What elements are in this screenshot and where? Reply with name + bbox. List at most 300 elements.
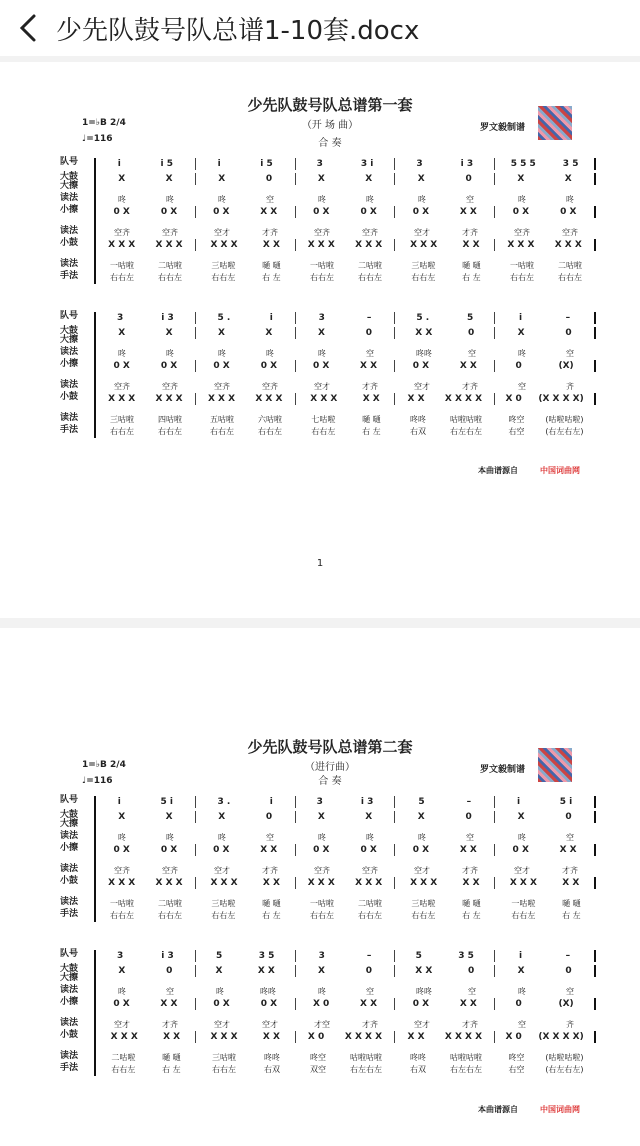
note: 3 5 — [258, 951, 275, 961]
note: 才齐 — [462, 1020, 478, 1029]
measure — [96, 910, 196, 922]
note: 才空 — [314, 1020, 330, 1029]
note: 一咕啦 — [110, 899, 134, 908]
measure — [296, 348, 396, 360]
measure — [495, 998, 596, 1010]
row-label: 队号 — [60, 795, 79, 805]
note: 咚咚 — [264, 1053, 280, 1062]
score-row — [96, 158, 596, 170]
note: i — [269, 797, 273, 807]
note: 0 X — [560, 207, 577, 217]
note: 空齐 — [162, 382, 178, 391]
measure — [396, 986, 496, 998]
note: X — [218, 174, 226, 184]
note: 三咕啦 — [211, 899, 236, 908]
note: 右右左 — [110, 427, 134, 436]
row-label: 读法 — [60, 226, 79, 236]
back-button[interactable] — [0, 0, 56, 56]
measure — [196, 381, 296, 393]
row-label: 队号 — [60, 311, 79, 321]
measure — [96, 1019, 196, 1031]
note: 六咕啦 — [258, 415, 282, 424]
note: X — [215, 966, 223, 976]
note: 右右左 — [510, 273, 534, 282]
measure — [196, 158, 296, 170]
measure — [96, 312, 196, 324]
note: X X X — [507, 240, 535, 250]
note: X — [564, 174, 572, 184]
measure — [96, 844, 196, 856]
measure — [196, 796, 296, 808]
note: X X X X — [344, 1032, 383, 1042]
note: 才齐 — [562, 866, 578, 875]
measure — [96, 272, 196, 284]
page-number: 1 — [316, 558, 324, 569]
note: X — [165, 328, 173, 338]
measure — [196, 1064, 296, 1076]
note: 右右左 — [211, 911, 236, 920]
note: 0 X — [113, 207, 130, 217]
measure — [496, 1064, 596, 1076]
note: X X — [260, 845, 278, 855]
score-row — [96, 898, 596, 910]
note: 0 — [365, 328, 372, 338]
note: 空齐 — [114, 866, 130, 875]
note: 3 — [318, 313, 325, 323]
note: 0 — [565, 812, 572, 822]
measure — [296, 796, 396, 808]
measure — [496, 898, 596, 910]
measure — [296, 844, 396, 856]
note: X — [165, 812, 173, 822]
note: X X — [407, 394, 425, 404]
measure — [296, 206, 396, 218]
note: 右 左 — [462, 273, 481, 282]
note: (右左右左) — [545, 1065, 584, 1074]
measure — [96, 426, 196, 438]
score-row — [96, 206, 596, 218]
measure — [296, 1064, 396, 1076]
note: 嗵 嗵 — [262, 899, 281, 908]
note: (X X X X) — [538, 394, 584, 404]
note: 一咕啦 — [110, 261, 134, 270]
note: 咚 — [266, 349, 274, 358]
note: X X X — [509, 878, 537, 888]
measure — [296, 260, 396, 272]
note: 空齐 — [362, 866, 378, 875]
note: 右右左 — [110, 911, 134, 920]
note: 右 左 — [562, 911, 581, 920]
key-signature: 1=♭B 2/4 — [82, 760, 126, 770]
measure — [395, 950, 495, 962]
note: 右右左 — [311, 427, 336, 436]
measure — [296, 327, 396, 339]
note: X — [218, 812, 226, 822]
measure — [395, 877, 495, 889]
score-row — [96, 998, 596, 1010]
note: 0 — [565, 966, 572, 976]
note: 才齐 — [462, 228, 478, 237]
score-row — [96, 844, 596, 856]
note: X X — [262, 878, 280, 888]
note: 咚 — [366, 833, 374, 842]
note: 5 . — [217, 313, 231, 323]
note: 空才 — [114, 1020, 130, 1029]
chevron-left-icon — [17, 13, 39, 43]
note: X X — [360, 999, 378, 1009]
note: 咚 — [518, 195, 526, 204]
note: 0 — [465, 812, 472, 822]
measure — [496, 1052, 596, 1064]
measure — [196, 877, 296, 889]
note: X X X — [155, 394, 183, 404]
score-ensemble: 合 奏 — [318, 138, 342, 149]
note: X X X — [554, 240, 582, 250]
note: 二咕啦 — [558, 261, 582, 270]
note: 空 — [468, 987, 476, 996]
note: 0 X — [260, 361, 278, 371]
measure — [196, 998, 296, 1010]
note: X — [517, 812, 525, 822]
note: 咚 — [166, 195, 174, 204]
measure — [196, 414, 296, 426]
measure — [395, 173, 495, 185]
note: 空 — [266, 195, 274, 204]
row-label: 队号 — [60, 157, 79, 167]
measure — [296, 811, 396, 823]
score-row — [96, 865, 596, 877]
note: 咚咚 — [410, 1053, 426, 1062]
score-row — [96, 877, 596, 889]
score-row — [96, 950, 596, 962]
note: 一咕啦 — [510, 261, 534, 270]
note: 0 — [468, 966, 475, 976]
note: X — [317, 812, 325, 822]
measure — [396, 272, 496, 284]
row-label: 大鼓 大擦 — [60, 326, 79, 345]
note: 0 — [365, 966, 372, 976]
system-staff — [94, 158, 596, 284]
note: 二咕啦 — [111, 1053, 136, 1062]
measure — [496, 986, 596, 998]
measure — [495, 158, 596, 170]
note: 3 5 — [562, 159, 579, 169]
note: X X — [459, 207, 477, 217]
note: X — [365, 812, 373, 822]
note: 右右左 — [310, 273, 334, 282]
measure — [395, 811, 495, 823]
measure — [395, 393, 495, 405]
note: 右右左 — [158, 273, 182, 282]
measure — [96, 227, 196, 239]
note: i — [516, 797, 521, 807]
note: X X — [562, 878, 580, 888]
row-label: 小鼓 — [60, 392, 79, 402]
row-label: 手法 — [60, 271, 79, 281]
note: X X — [459, 361, 477, 371]
measure — [96, 260, 196, 272]
measure — [395, 360, 495, 372]
note: 空 — [466, 833, 474, 842]
score-row — [96, 832, 596, 844]
row-label: 小擦 — [60, 997, 79, 1007]
system-staff — [94, 950, 596, 1076]
measure — [395, 206, 495, 218]
note: 0 X — [412, 361, 430, 371]
measure — [96, 965, 196, 977]
note: 3 — [117, 951, 124, 961]
note: 咚 — [318, 833, 326, 842]
note: X X — [163, 1032, 181, 1042]
note: 三咕啦 — [411, 899, 436, 908]
score-row — [96, 1064, 596, 1076]
measure — [96, 1064, 196, 1076]
note: 3 — [316, 797, 323, 807]
note: 嗵 嗵 — [562, 899, 581, 908]
row-label: 小鼓 — [60, 1030, 79, 1040]
note: 空 — [566, 833, 574, 842]
note: 空才 — [414, 228, 430, 237]
note: 空 — [366, 349, 374, 358]
note: 空才 — [414, 1020, 430, 1029]
note: 二咕啦 — [358, 899, 382, 908]
note: X X X — [307, 878, 335, 888]
measure — [296, 910, 396, 922]
note: 3 — [117, 313, 124, 323]
note: i 5 — [160, 159, 173, 169]
note: 0 — [515, 361, 522, 371]
measure — [496, 348, 596, 360]
note: 0 X — [412, 845, 430, 855]
measure — [496, 260, 596, 272]
note: 二咕啦 — [158, 899, 182, 908]
measure — [196, 194, 296, 206]
note: 右右左 — [511, 911, 536, 920]
note: X X X — [108, 394, 136, 404]
measure — [395, 965, 495, 977]
note: (X) — [558, 361, 574, 371]
note: 0 X — [213, 361, 230, 371]
row-label: 读法 — [60, 193, 79, 203]
note: 5 5 5 — [510, 159, 536, 169]
note: X 0 — [312, 999, 330, 1009]
note: 右右左 — [411, 273, 436, 282]
note: 0 X — [360, 207, 377, 217]
measure — [495, 312, 596, 324]
measure — [96, 796, 196, 808]
note: 0 — [565, 328, 572, 338]
note: X X — [415, 328, 433, 338]
measure — [296, 194, 396, 206]
note: X X — [260, 207, 278, 217]
note: 3 — [316, 159, 323, 169]
measure — [296, 950, 396, 962]
note: 咚 — [166, 833, 174, 842]
note: X X X — [307, 240, 335, 250]
note: 右右左 — [158, 427, 182, 436]
note: 咚咚 — [416, 987, 432, 996]
row-label: 小擦 — [60, 843, 79, 853]
measure — [96, 811, 196, 823]
note: 空齐 — [314, 866, 330, 875]
note: X X X — [355, 878, 383, 888]
note: X X X — [310, 394, 338, 404]
measure — [196, 360, 296, 372]
measure — [396, 194, 496, 206]
note: 0 X — [313, 207, 330, 217]
measure — [296, 360, 396, 372]
row-label: 大鼓 大擦 — [60, 964, 79, 983]
note: X — [118, 328, 126, 338]
row-label: 手法 — [60, 425, 79, 435]
note: 空 — [366, 987, 374, 996]
note: (X) — [558, 999, 574, 1009]
note: 嗵 嗵 — [262, 261, 281, 270]
measure — [396, 1019, 496, 1031]
note: 空才 — [214, 866, 230, 875]
note: 0 X — [313, 845, 330, 855]
score-subtitle: （进行曲） — [305, 762, 355, 773]
measure — [96, 173, 196, 185]
note: 0 — [465, 174, 472, 184]
note: X X — [462, 240, 480, 250]
score-row — [96, 194, 596, 206]
note: X X X — [108, 240, 136, 250]
note: 右双 — [264, 1065, 280, 1074]
note: 5 . — [416, 313, 430, 323]
note: X X X — [207, 394, 236, 404]
note: i 3 — [161, 313, 174, 323]
score-row — [96, 348, 596, 360]
row-label: 小擦 — [60, 205, 79, 215]
note: X — [317, 328, 325, 338]
note: – — [565, 951, 571, 961]
measure — [196, 811, 296, 823]
note: 咚 — [318, 987, 326, 996]
note: 咕啦咕啦 — [450, 415, 482, 424]
note: 5 — [418, 797, 425, 807]
note: 一咕啦 — [310, 261, 334, 270]
note: 咚 — [218, 833, 226, 842]
note: 0 X — [213, 207, 230, 217]
row-label: 读法 — [60, 831, 79, 841]
score-row — [96, 414, 596, 426]
measure — [96, 360, 196, 372]
note: 0 X — [360, 845, 377, 855]
system-staff — [94, 312, 596, 438]
note: 3 — [416, 159, 423, 169]
measure — [296, 832, 396, 844]
measure — [496, 227, 596, 239]
note: – — [466, 797, 472, 807]
measure — [96, 206, 196, 218]
measure — [395, 312, 495, 324]
score-row — [96, 811, 596, 823]
note: (咕啦咕啦) — [545, 1053, 584, 1062]
row-label: 读法 — [60, 413, 79, 423]
note: 右 左 — [362, 427, 381, 436]
note: X — [265, 328, 273, 338]
measure — [495, 844, 596, 856]
score-title: 少先队鼓号队总谱第二套 — [247, 738, 413, 756]
note: 右右左 — [110, 273, 134, 282]
tempo-marking: ♩=116 — [82, 776, 113, 786]
measure — [396, 898, 496, 910]
author-seal-image — [538, 748, 572, 782]
note: 空齐 — [214, 382, 230, 391]
top-bar — [0, 0, 640, 56]
measure — [296, 1052, 396, 1064]
note: 空齐 — [314, 228, 330, 237]
measure — [296, 986, 396, 998]
measure — [96, 1031, 196, 1043]
note: 0 X — [512, 207, 530, 217]
note: 0 — [468, 328, 475, 338]
note: 右右左 — [210, 427, 234, 436]
measure — [96, 865, 196, 877]
note: 右右左 — [558, 273, 582, 282]
note: 5 i — [160, 797, 173, 807]
note: 咚 — [518, 349, 526, 358]
measure — [196, 348, 296, 360]
measure — [96, 194, 196, 206]
measure — [495, 393, 596, 405]
measure — [396, 381, 496, 393]
note: 0 X — [312, 361, 330, 371]
note: 空齐 — [362, 228, 378, 237]
row-label: 读法 — [60, 1051, 79, 1061]
note: 0 — [265, 174, 273, 184]
note: (右左右左) — [545, 427, 584, 436]
note: X X — [160, 999, 178, 1009]
score-ensemble: 合 奏 — [318, 776, 342, 787]
note: 嗵 嗵 — [162, 1053, 181, 1062]
note: 0 X — [113, 999, 130, 1009]
note: i 5 — [260, 159, 273, 169]
measure — [196, 260, 296, 272]
note: 二咕啦 — [158, 261, 182, 270]
note: 咚 — [518, 987, 526, 996]
note: X X X — [210, 240, 238, 250]
note: 5 — [466, 313, 474, 323]
measure — [395, 844, 495, 856]
source-note: 本曲谱源自 — [478, 466, 518, 475]
measure — [96, 898, 196, 910]
note: 双空 — [310, 1065, 326, 1074]
measure — [196, 910, 296, 922]
source-site: 中国词曲网 — [540, 1105, 580, 1114]
measure — [96, 950, 196, 962]
note: i — [117, 159, 121, 169]
note: 0 X — [160, 361, 178, 371]
note: 三咕啦 — [110, 415, 134, 424]
note: 右空 — [508, 427, 525, 436]
measure — [395, 998, 495, 1010]
measure — [396, 414, 496, 426]
source-site: 中国词曲网 — [540, 466, 580, 475]
note: 齐 — [566, 1020, 574, 1029]
note: 咚空 — [310, 1053, 326, 1062]
measure — [196, 426, 296, 438]
note: 0 X — [412, 207, 430, 217]
score-row — [96, 239, 596, 251]
measure — [296, 965, 396, 977]
note: – — [565, 313, 571, 323]
note: X X — [362, 394, 380, 404]
note: 3 5 — [458, 951, 474, 961]
note: 0 — [166, 966, 173, 976]
note: i — [518, 313, 523, 323]
